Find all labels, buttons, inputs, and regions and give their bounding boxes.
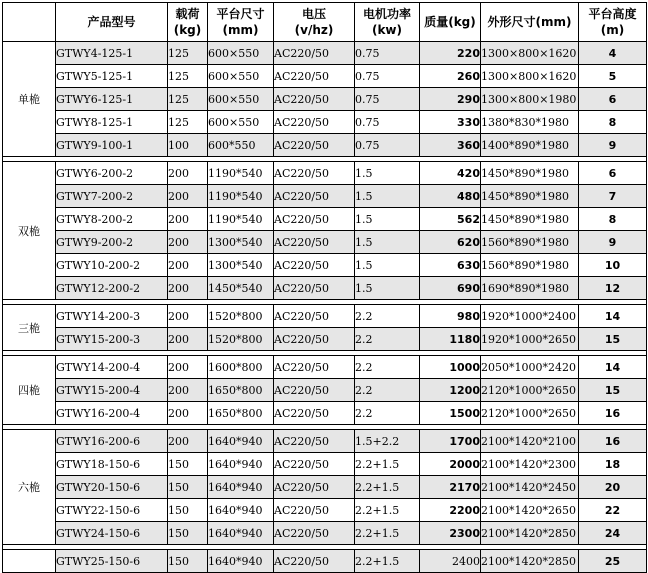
cell-model: GTWY8-125-1 bbox=[56, 111, 168, 134]
cell-platform: 1650*800 bbox=[208, 379, 274, 402]
cell-load: 150 bbox=[168, 453, 208, 476]
header-model: 产品型号 bbox=[56, 3, 168, 42]
table-row bbox=[3, 111, 647, 134]
category-cell: 三桅 bbox=[3, 305, 56, 351]
header-voltage-label: 电压 bbox=[301, 7, 326, 21]
cell-load: 125 bbox=[168, 65, 208, 88]
cell-dims: 1560*890*1980 bbox=[481, 254, 579, 277]
cell-load: 200 bbox=[168, 356, 208, 379]
cell-power: 1.5 bbox=[355, 162, 420, 185]
cell-load: 125 bbox=[168, 88, 208, 111]
cell-height: 4 bbox=[579, 42, 647, 65]
cell-power: 2.2 bbox=[355, 356, 420, 379]
cell-height: 14 bbox=[579, 305, 647, 328]
cell-load: 150 bbox=[168, 476, 208, 499]
table-row bbox=[3, 254, 647, 277]
cell-model: GTWY22-150-6 bbox=[56, 499, 168, 522]
table-row bbox=[3, 185, 647, 208]
table-row bbox=[3, 277, 647, 300]
cell-mass: 480 bbox=[420, 185, 481, 208]
cell-power: 1.5 bbox=[355, 185, 420, 208]
cell-platform: 600×550 bbox=[208, 111, 274, 134]
cell-power: 1.5+2.2 bbox=[355, 430, 420, 453]
cell-load: 200 bbox=[168, 231, 208, 254]
cell-mass: 330 bbox=[420, 111, 481, 134]
cell-load: 150 bbox=[168, 550, 208, 573]
cell-load: 200 bbox=[168, 277, 208, 300]
cell-height: 16 bbox=[579, 402, 647, 425]
cell-power: 2.2 bbox=[355, 379, 420, 402]
cell-power: 1.5 bbox=[355, 208, 420, 231]
header-power-label: 电机功率 bbox=[362, 7, 411, 21]
cell-platform: 1520*800 bbox=[208, 305, 274, 328]
cell-mass: 1200 bbox=[420, 379, 481, 402]
cell-platform: 1520*800 bbox=[208, 328, 274, 351]
cell-height: 8 bbox=[579, 208, 647, 231]
cell-platform: 600×550 bbox=[208, 42, 274, 65]
cell-voltage: AC220/50 bbox=[274, 356, 355, 379]
cell-height: 25 bbox=[579, 550, 647, 573]
header-category bbox=[3, 3, 56, 42]
table-row bbox=[3, 499, 647, 522]
cell-dims: 1450*890*1980 bbox=[481, 208, 579, 231]
cell-mass: 630 bbox=[420, 254, 481, 277]
cell-voltage: AC220/50 bbox=[274, 476, 355, 499]
table-row bbox=[3, 162, 647, 185]
cell-load: 200 bbox=[168, 402, 208, 425]
cell-platform: 1190*540 bbox=[208, 208, 274, 231]
cell-model: GTWY6-125-1 bbox=[56, 88, 168, 111]
cell-mass: 360 bbox=[420, 134, 481, 157]
cell-power: 2.2 bbox=[355, 328, 420, 351]
category-cell: 六桅 bbox=[3, 430, 56, 545]
header-mass: 质量(kg) bbox=[420, 3, 481, 42]
cell-power: 2.2 bbox=[355, 305, 420, 328]
header-power-unit: (kw) bbox=[371, 23, 403, 37]
cell-dims: 2120*1000*2650 bbox=[481, 402, 579, 425]
header-load-unit: (kg) bbox=[173, 23, 202, 37]
cell-height: 15 bbox=[579, 328, 647, 351]
cell-dims: 2120*1000*2650 bbox=[481, 379, 579, 402]
cell-power: 1.5 bbox=[355, 277, 420, 300]
cell-dims: 2050*1000*2420 bbox=[481, 356, 579, 379]
cell-model: GTWY18-150-6 bbox=[56, 453, 168, 476]
header-load-label: 载荷 bbox=[175, 7, 200, 21]
header-platform-label: 平台尺寸 bbox=[216, 7, 265, 21]
cell-dims: 2100*1420*2100 bbox=[481, 430, 579, 453]
category-cell bbox=[3, 550, 56, 573]
cell-height: 5 bbox=[579, 65, 647, 88]
cell-dims: 2100*1420*2850 bbox=[481, 522, 579, 545]
header-platform bbox=[208, 3, 274, 42]
cell-mass: 1700 bbox=[420, 430, 481, 453]
cell-dims: 1300×800×1620 bbox=[481, 42, 579, 65]
table-row bbox=[3, 430, 647, 453]
cell-voltage: AC220/50 bbox=[274, 134, 355, 157]
cell-mass: 2300 bbox=[420, 522, 481, 545]
cell-load: 150 bbox=[168, 499, 208, 522]
cell-voltage: AC220/50 bbox=[274, 277, 355, 300]
category-cell: 双桅 bbox=[3, 162, 56, 300]
cell-model: GTWY15-200-4 bbox=[56, 379, 168, 402]
cell-height: 16 bbox=[579, 430, 647, 453]
cell-mass: 1500 bbox=[420, 402, 481, 425]
cell-load: 200 bbox=[168, 305, 208, 328]
cell-power: 2.2+1.5 bbox=[355, 522, 420, 545]
cell-height: 15 bbox=[579, 379, 647, 402]
table-row bbox=[3, 134, 647, 157]
cell-voltage: AC220/50 bbox=[274, 185, 355, 208]
cell-power: 0.75 bbox=[355, 88, 420, 111]
cell-load: 125 bbox=[168, 42, 208, 65]
cell-platform: 1190*540 bbox=[208, 162, 274, 185]
cell-voltage: AC220/50 bbox=[274, 550, 355, 573]
cell-model: GTWY5-125-1 bbox=[56, 65, 168, 88]
cell-dims: 1690*890*1980 bbox=[481, 277, 579, 300]
cell-mass: 290 bbox=[420, 88, 481, 111]
table-row bbox=[3, 550, 647, 573]
cell-power: 0.75 bbox=[355, 134, 420, 157]
cell-voltage: AC220/50 bbox=[274, 305, 355, 328]
cell-height: 7 bbox=[579, 185, 647, 208]
cell-platform: 1450*540 bbox=[208, 277, 274, 300]
cell-voltage: AC220/50 bbox=[274, 430, 355, 453]
cell-height: 14 bbox=[579, 356, 647, 379]
table-row bbox=[3, 42, 647, 65]
cell-height: 6 bbox=[579, 88, 647, 111]
table-row bbox=[3, 88, 647, 111]
cell-power: 0.75 bbox=[355, 65, 420, 88]
table-body bbox=[3, 42, 647, 573]
cell-voltage: AC220/50 bbox=[274, 162, 355, 185]
cell-voltage: AC220/50 bbox=[274, 254, 355, 277]
cell-mass: 562 bbox=[420, 208, 481, 231]
cell-platform: 600*550 bbox=[208, 134, 274, 157]
category-cell: 单桅 bbox=[3, 42, 56, 157]
cell-mass: 220 bbox=[420, 42, 481, 65]
cell-mass: 420 bbox=[420, 162, 481, 185]
cell-voltage: AC220/50 bbox=[274, 499, 355, 522]
cell-model: GTWY24-150-6 bbox=[56, 522, 168, 545]
cell-load: 100 bbox=[168, 134, 208, 157]
cell-mass: 2200 bbox=[420, 499, 481, 522]
header-voltage-unit: (v/hz) bbox=[294, 23, 334, 37]
cell-power: 0.75 bbox=[355, 111, 420, 134]
cell-model: GTWY8-200-2 bbox=[56, 208, 168, 231]
cell-mass: 2000 bbox=[420, 453, 481, 476]
cell-dims: 1400*890*1980 bbox=[481, 134, 579, 157]
cell-dims: 1300×800×1980 bbox=[481, 88, 579, 111]
cell-load: 200 bbox=[168, 208, 208, 231]
header-voltage bbox=[274, 3, 355, 42]
cell-load: 200 bbox=[168, 254, 208, 277]
cell-platform: 1640*940 bbox=[208, 522, 274, 545]
cell-model: GTWY4-125-1 bbox=[56, 42, 168, 65]
cell-platform: 1300*540 bbox=[208, 254, 274, 277]
cell-voltage: AC220/50 bbox=[274, 208, 355, 231]
cell-dims: 1920*1000*2650 bbox=[481, 328, 579, 351]
header-height bbox=[579, 3, 647, 42]
cell-model: GTWY14-200-4 bbox=[56, 356, 168, 379]
cell-dims: 1450*890*1980 bbox=[481, 162, 579, 185]
cell-model: GTWY16-200-6 bbox=[56, 430, 168, 453]
header-height-unit: (m) bbox=[600, 23, 625, 37]
cell-mass: 260 bbox=[420, 65, 481, 88]
cell-height: 8 bbox=[579, 111, 647, 134]
cell-platform: 600×550 bbox=[208, 65, 274, 88]
cell-power: 2.2+1.5 bbox=[355, 550, 420, 573]
cell-model: GTWY16-200-4 bbox=[56, 402, 168, 425]
header-power bbox=[355, 3, 420, 42]
cell-voltage: AC220/50 bbox=[274, 88, 355, 111]
table-row bbox=[3, 356, 647, 379]
cell-dims: 1560*890*1980 bbox=[481, 231, 579, 254]
header-platform-unit: (mm) bbox=[222, 23, 259, 37]
spec-table bbox=[2, 2, 647, 573]
cell-dims: 1450*890*1980 bbox=[481, 185, 579, 208]
table-row bbox=[3, 328, 647, 351]
table-row bbox=[3, 476, 647, 499]
cell-load: 200 bbox=[168, 379, 208, 402]
cell-power: 2.2+1.5 bbox=[355, 499, 420, 522]
cell-load: 150 bbox=[168, 522, 208, 545]
cell-voltage: AC220/50 bbox=[274, 522, 355, 545]
cell-mass: 620 bbox=[420, 231, 481, 254]
table-row bbox=[3, 305, 647, 328]
cell-power: 1.5 bbox=[355, 231, 420, 254]
table-row bbox=[3, 231, 647, 254]
cell-height: 6 bbox=[579, 162, 647, 185]
cell-height: 18 bbox=[579, 453, 647, 476]
cell-platform: 1640*940 bbox=[208, 453, 274, 476]
cell-height: 10 bbox=[579, 254, 647, 277]
cell-height: 9 bbox=[579, 231, 647, 254]
cell-dims: 2100*1420*2850 bbox=[481, 550, 579, 573]
cell-voltage: AC220/50 bbox=[274, 65, 355, 88]
cell-power: 2.2 bbox=[355, 402, 420, 425]
table-row bbox=[3, 65, 647, 88]
cell-load: 200 bbox=[168, 328, 208, 351]
cell-platform: 1650*800 bbox=[208, 402, 274, 425]
cell-load: 200 bbox=[168, 185, 208, 208]
cell-mass: 980 bbox=[420, 305, 481, 328]
cell-height: 12 bbox=[579, 277, 647, 300]
cell-mass: 2170 bbox=[420, 476, 481, 499]
cell-platform: 1640*940 bbox=[208, 550, 274, 573]
cell-platform: 600×550 bbox=[208, 88, 274, 111]
cell-height: 22 bbox=[579, 499, 647, 522]
cell-model: GTWY20-150-6 bbox=[56, 476, 168, 499]
category-cell: 四桅 bbox=[3, 356, 56, 425]
cell-voltage: AC220/50 bbox=[274, 402, 355, 425]
cell-model: GTWY15-200-3 bbox=[56, 328, 168, 351]
cell-load: 200 bbox=[168, 430, 208, 453]
header-load bbox=[168, 3, 208, 42]
cell-voltage: AC220/50 bbox=[274, 379, 355, 402]
cell-dims: 2100*1420*2450 bbox=[481, 476, 579, 499]
table-row bbox=[3, 379, 647, 402]
cell-model: GTWY6-200-2 bbox=[56, 162, 168, 185]
cell-platform: 1640*940 bbox=[208, 476, 274, 499]
header-row bbox=[3, 3, 647, 42]
table-row bbox=[3, 402, 647, 425]
header-height-label: 平台高度 bbox=[588, 7, 637, 21]
cell-voltage: AC220/50 bbox=[274, 111, 355, 134]
cell-dims: 1380*830*1980 bbox=[481, 111, 579, 134]
cell-height: 24 bbox=[579, 522, 647, 545]
cell-power: 0.75 bbox=[355, 42, 420, 65]
cell-model: GTWY10-200-2 bbox=[56, 254, 168, 277]
cell-voltage: AC220/50 bbox=[274, 231, 355, 254]
table-row bbox=[3, 208, 647, 231]
header-dims: 外形尺寸(mm) bbox=[481, 3, 579, 42]
cell-model: GTWY25-150-6 bbox=[56, 550, 168, 573]
cell-dims: 1920*1000*2400 bbox=[481, 305, 579, 328]
cell-platform: 1190*540 bbox=[208, 185, 274, 208]
cell-mass: 1180 bbox=[420, 328, 481, 351]
cell-model: GTWY7-200-2 bbox=[56, 185, 168, 208]
cell-height: 20 bbox=[579, 476, 647, 499]
table-row bbox=[3, 522, 647, 545]
cell-platform: 1600*800 bbox=[208, 356, 274, 379]
cell-voltage: AC220/50 bbox=[274, 453, 355, 476]
cell-mass: 1000 bbox=[420, 356, 481, 379]
cell-dims: 2100*1420*2300 bbox=[481, 453, 579, 476]
cell-load: 125 bbox=[168, 111, 208, 134]
cell-dims: 2100*1420*2650 bbox=[481, 499, 579, 522]
cell-load: 200 bbox=[168, 162, 208, 185]
cell-power: 2.2+1.5 bbox=[355, 453, 420, 476]
cell-voltage: AC220/50 bbox=[274, 42, 355, 65]
cell-mass: 690 bbox=[420, 277, 481, 300]
cell-model: GTWY14-200-3 bbox=[56, 305, 168, 328]
cell-platform: 1640*940 bbox=[208, 499, 274, 522]
cell-model: GTWY9-100-1 bbox=[56, 134, 168, 157]
cell-platform: 1300*540 bbox=[208, 231, 274, 254]
cell-power: 2.2+1.5 bbox=[355, 476, 420, 499]
cell-mass: 2400 bbox=[420, 550, 481, 573]
cell-dims: 1300×800×1620 bbox=[481, 65, 579, 88]
cell-voltage: AC220/50 bbox=[274, 328, 355, 351]
cell-power: 1.5 bbox=[355, 254, 420, 277]
table-row bbox=[3, 453, 647, 476]
cell-platform: 1640*940 bbox=[208, 430, 274, 453]
cell-model: GTWY9-200-2 bbox=[56, 231, 168, 254]
cell-model: GTWY12-200-2 bbox=[56, 277, 168, 300]
cell-height: 9 bbox=[579, 134, 647, 157]
